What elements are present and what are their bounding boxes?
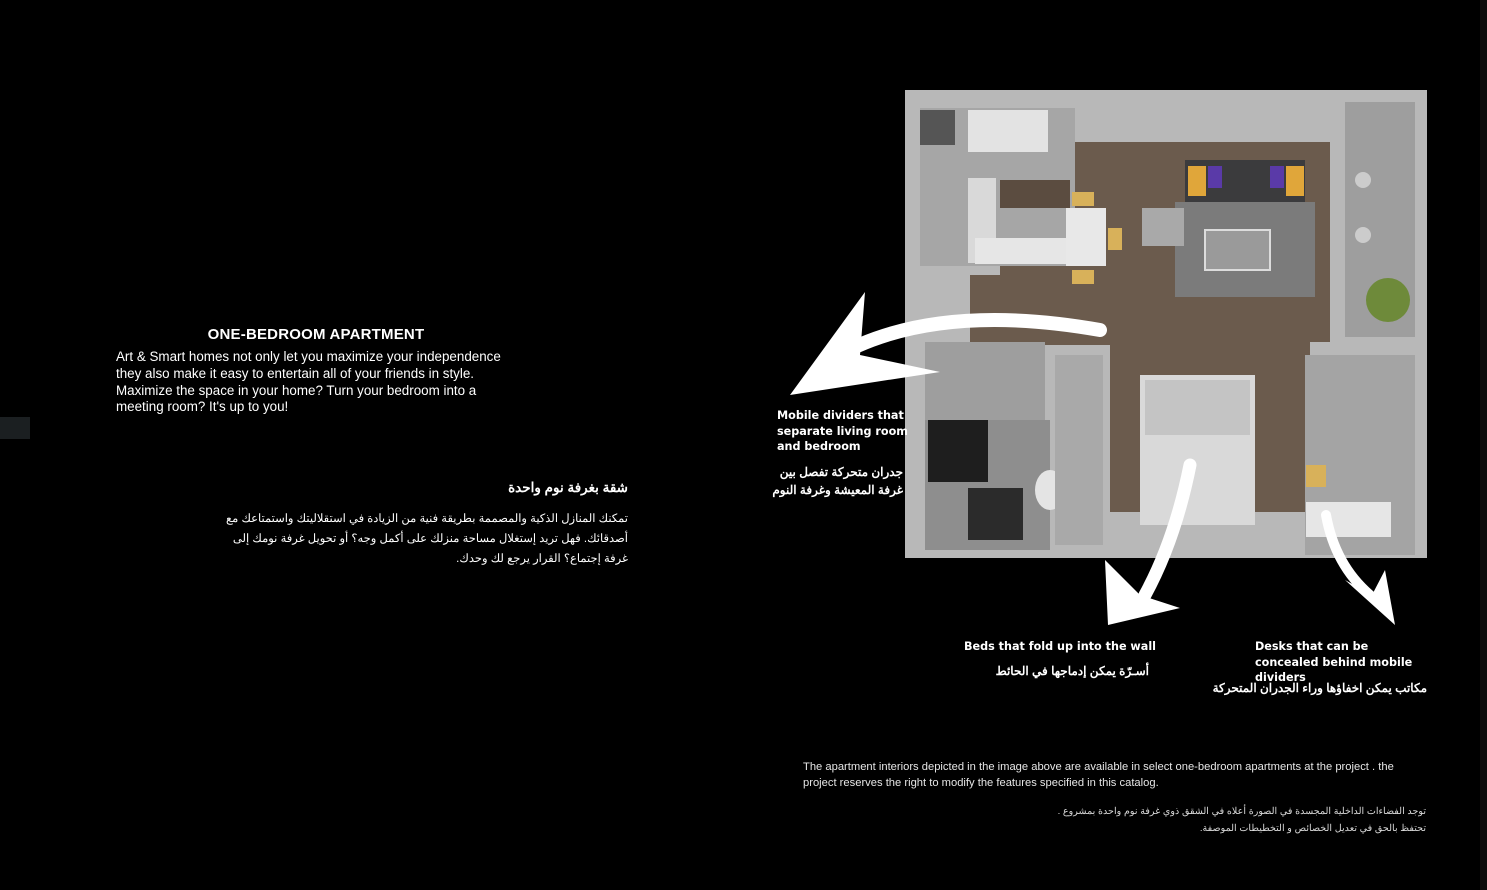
- page-edge-tab: [0, 417, 30, 439]
- callout-dividers-ar: جدران متحركة تفصل بين غرفة المعيشة وغرفة النوم: [772, 465, 903, 497]
- sofa-cushion: [1270, 166, 1284, 188]
- disclaimer-arabic: توجد الفضاءات الداخلية المجسدة في الصورة أعلاه في الشقق ذوي غرفة نوم واحدة بمشروع . تحتفظ بالحق في تعديل الخصائص و التخطيطات الموصفة.: [1057, 806, 1426, 834]
- apartment-floor-plan: [900, 80, 1430, 562]
- bathroom-floor: [968, 488, 1023, 540]
- callout-desks-en: Desks that can be concealed behind mobile dividers: [1255, 640, 1413, 684]
- arabic-description: تمكنك المنازل الذكية والمصممة بطريقة فنية من الزيادة في استقلاليتك واستمتاعك مع أصدقائك. فهل تريد إستغلال مساحة منزلك على أكمل وجه؟ أو تحويل غرفة نومك إلى غرفة إجتماع؟ القرار يرجع لك وحدك.: [225, 513, 628, 565]
- terrace-plant: [1366, 278, 1410, 322]
- kitchen-counter-top: [968, 110, 1048, 152]
- armchair: [1142, 208, 1184, 246]
- kitchen-floor: [1000, 180, 1070, 208]
- kitchen-counter-bottom: [975, 238, 1075, 264]
- english-description: Art & Smart homes not only let you maximize your independence they also make it easy to entertain all of your friends in style. Maximize the space in your home? Turn your bedroom into a meeting room? It's up to you!: [116, 349, 501, 415]
- dining-chair: [1072, 270, 1094, 284]
- arrow-beds-head: [1105, 560, 1180, 625]
- coffee-table: [1205, 230, 1270, 270]
- terrace-stool: [1355, 172, 1371, 188]
- terrace-stool: [1355, 227, 1371, 243]
- bed-pillows: [1145, 380, 1250, 435]
- page-edge-strip: [1480, 0, 1487, 890]
- shower-area: [928, 420, 988, 482]
- sofa-cushion: [1286, 166, 1304, 196]
- arabic-title: شقة بغرفة نوم واحدة: [508, 480, 628, 495]
- desk-chair: [1306, 465, 1326, 487]
- disclaimer-english: The apartment interiors depicted in the image above are available in select one-bedroom apartments at the project . the project reserves the right to modify the features specified in this catalog.: [803, 761, 1394, 789]
- callout-desks-ar: مكاتب يمكن اخفاؤها وراء الجدران المتحركة: [1212, 681, 1427, 695]
- wardrobe: [1055, 355, 1103, 545]
- sofa-cushion: [1188, 166, 1206, 196]
- desk: [1306, 502, 1391, 537]
- callout-beds-ar: أسـرّة يمكن إدماجها في الحائط: [995, 664, 1149, 678]
- arrow-desks-head: [1345, 570, 1395, 625]
- english-title: ONE-BEDROOM APARTMENT: [207, 326, 425, 343]
- kitchen-cabinet: [920, 110, 955, 145]
- dining-table: [1066, 208, 1106, 266]
- dining-chair: [1108, 228, 1122, 250]
- dining-chair: [1072, 192, 1094, 206]
- living-floor-extension: [970, 275, 1120, 345]
- callout-dividers-en: Mobile dividers that separate living room and bedroom: [777, 409, 908, 453]
- sofa-cushion: [1208, 166, 1222, 188]
- callout-beds-en: Beds that fold up into the wall: [963, 640, 1156, 653]
- closet-area: [925, 342, 1045, 422]
